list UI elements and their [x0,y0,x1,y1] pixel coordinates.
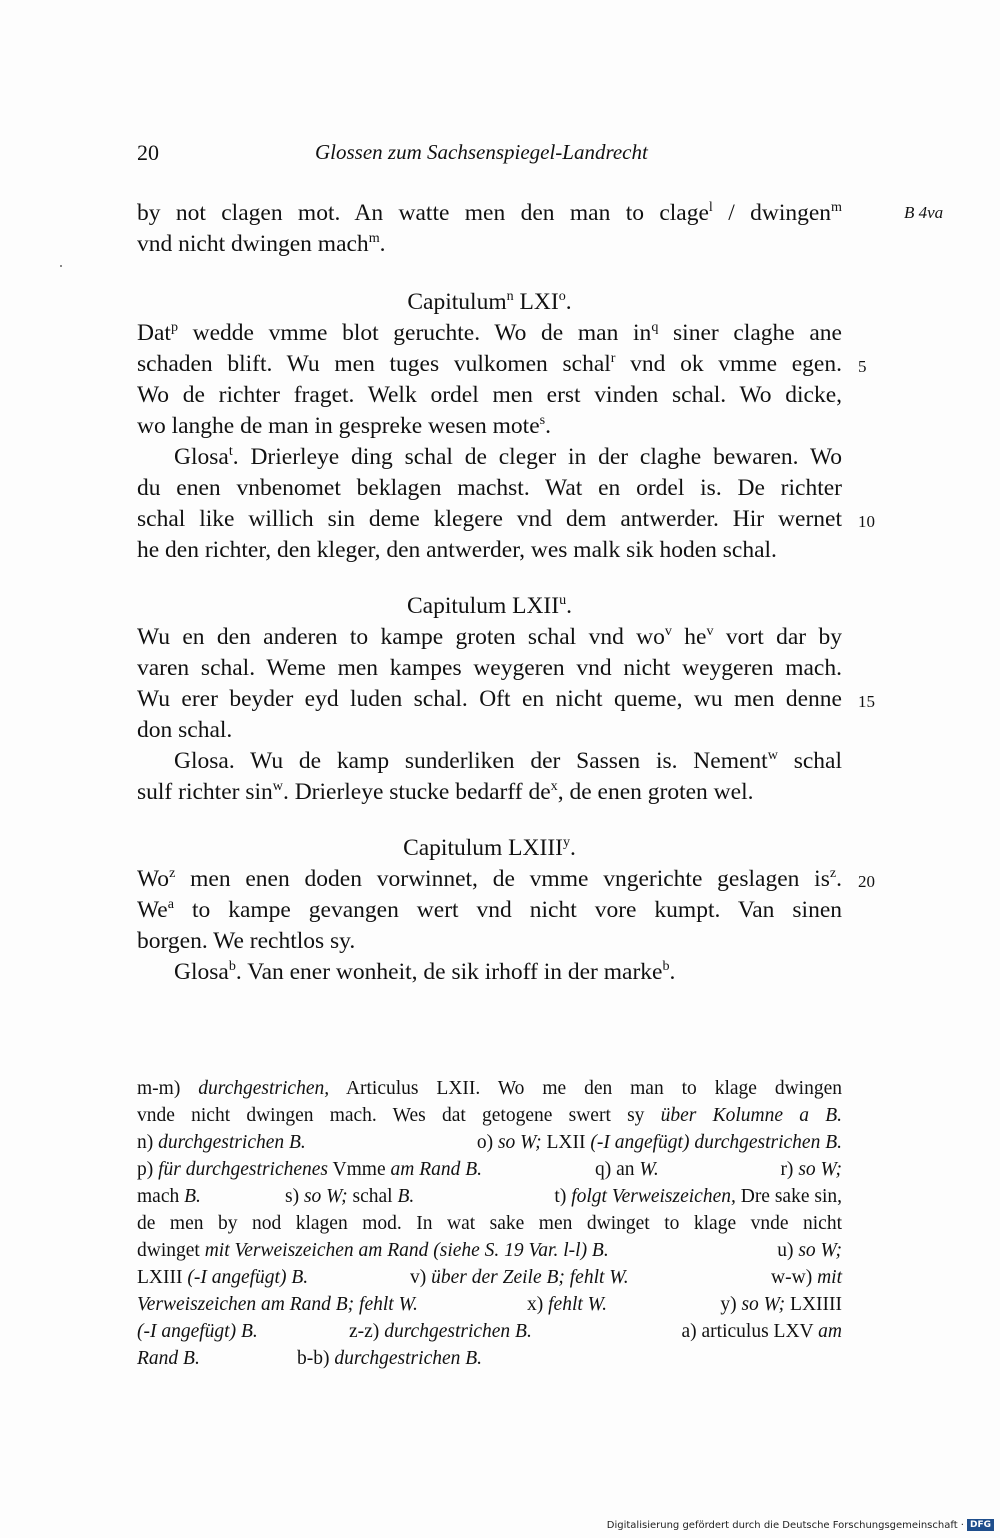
footnote-line-2: vnde nicht dwingen mach. Wes dat getogene swert sy über Kolumne a B. [137,1105,842,1126]
intro-line-1: by not clagen mot. An watte men den man to clage$^l$ / dwingen$^m$ [137,199,842,226]
dfg-logo: DFG [967,1519,994,1531]
cap61-line-1: Dat$^p$ wedde vmme blot geruchte. Wo de man $in^q$ siner claghe ane [137,319,842,346]
chapter-heading-63: Capitulum LXIII$^y$. [403,834,576,861]
running-title: Glossen zum Sachsenspiegel-Landrecht [315,140,648,164]
footnote-line-1: m-m) durchgestrichen, Articulus LXII. Wo me den man to klage dwingen [137,1078,842,1099]
line-number-15: 15 [858,692,875,711]
cap62-glosa-2: sulf richter $\sin^w$. Drierleye stucke bedarff $de^x$, de enen groten wel. [137,778,754,805]
chapter-heading-62: Capitulum LXII$^u$. [407,592,572,619]
footnote-line-6: de men by nod klagen mod. In wat sake men dwinget to klage vnde nicht [137,1213,842,1234]
cap61-line-3: Wo de richter fraget. Welk ordel men erst vinden schal. Wo dicke, [137,382,842,408]
line-number-10: 10 [858,512,875,531]
cap62-line-3: Wu erer beyder eyd luden schal. Oft en nicht queme, wu men denne [137,686,842,712]
cap61-glosa-1: Glosa$^t$. Drierleye ding schal de cleger in der claghe bewaren. Wo [174,443,842,470]
cap62-line-1: Wu en den anderen to kampe groten schal vnd $wo^v$ $he^v$ vort dar by [137,623,842,650]
running-head [137,140,842,170]
cap61-line-4: wo langhe de man in gespreke wesen mote$^s$. [137,412,552,439]
cap61-glosa-4: he den richter, den kleger, den antwerder, wes malk sik hoden schal. [137,537,777,563]
cap63-line-1: Wo$^z$ men enen doden vorwinnet, de vmme vngerichte geslagen $is^z$. [137,865,842,892]
cap63-line-3: borgen. We rechtlos sy. [137,928,356,954]
cap61-glosa-2: du enen vnbenomet beklagen machst. Wat en ordel is. De richter [137,475,842,501]
cap61-glosa-3: schal like willich sin deme klegere vnd dem antwerder. Hir wernet [137,506,842,532]
margin-folio-note: B 4va [904,203,944,222]
credit-text: Digitalisierung gefördert durch die Deutsche Forschungsgemeinschaft · [606,1519,964,1531]
scan-speck [60,265,62,267]
digitization-credit [607,1519,994,1531]
chapter-heading-61: Capitulum$^n$ LXI$^o$. [407,288,572,315]
cap62-glosa-1: Glosa. Wu de kamp sunderliken der Sassen is. Nement$^w$ schal [174,747,842,774]
intro-line-2: vnd nicht dwingen mach$^m$. [137,230,386,257]
line-number-20: 20 [858,872,875,891]
cap61-line-2: schaden blift. Wu men tuges vulkomen schal$^r$ vnd ok vmme egen. [137,350,842,377]
cap62-line-4: don schal. [137,717,233,743]
page-number: 20 [137,140,159,165]
line-number-5: 5 [858,357,867,376]
cap62-line-2: varen schal. Weme men kampes weygeren vnd nicht weygeren mach. [137,655,842,681]
cap63-line-2: We$^a$ to kampe gevangen wert vnd nicht vore kumpt. Van sinen [137,896,842,923]
cap63-glosa-1: Glosa$^b$. Van ener wonheit, de sik irhoff in der marke$^b$. [174,958,676,985]
